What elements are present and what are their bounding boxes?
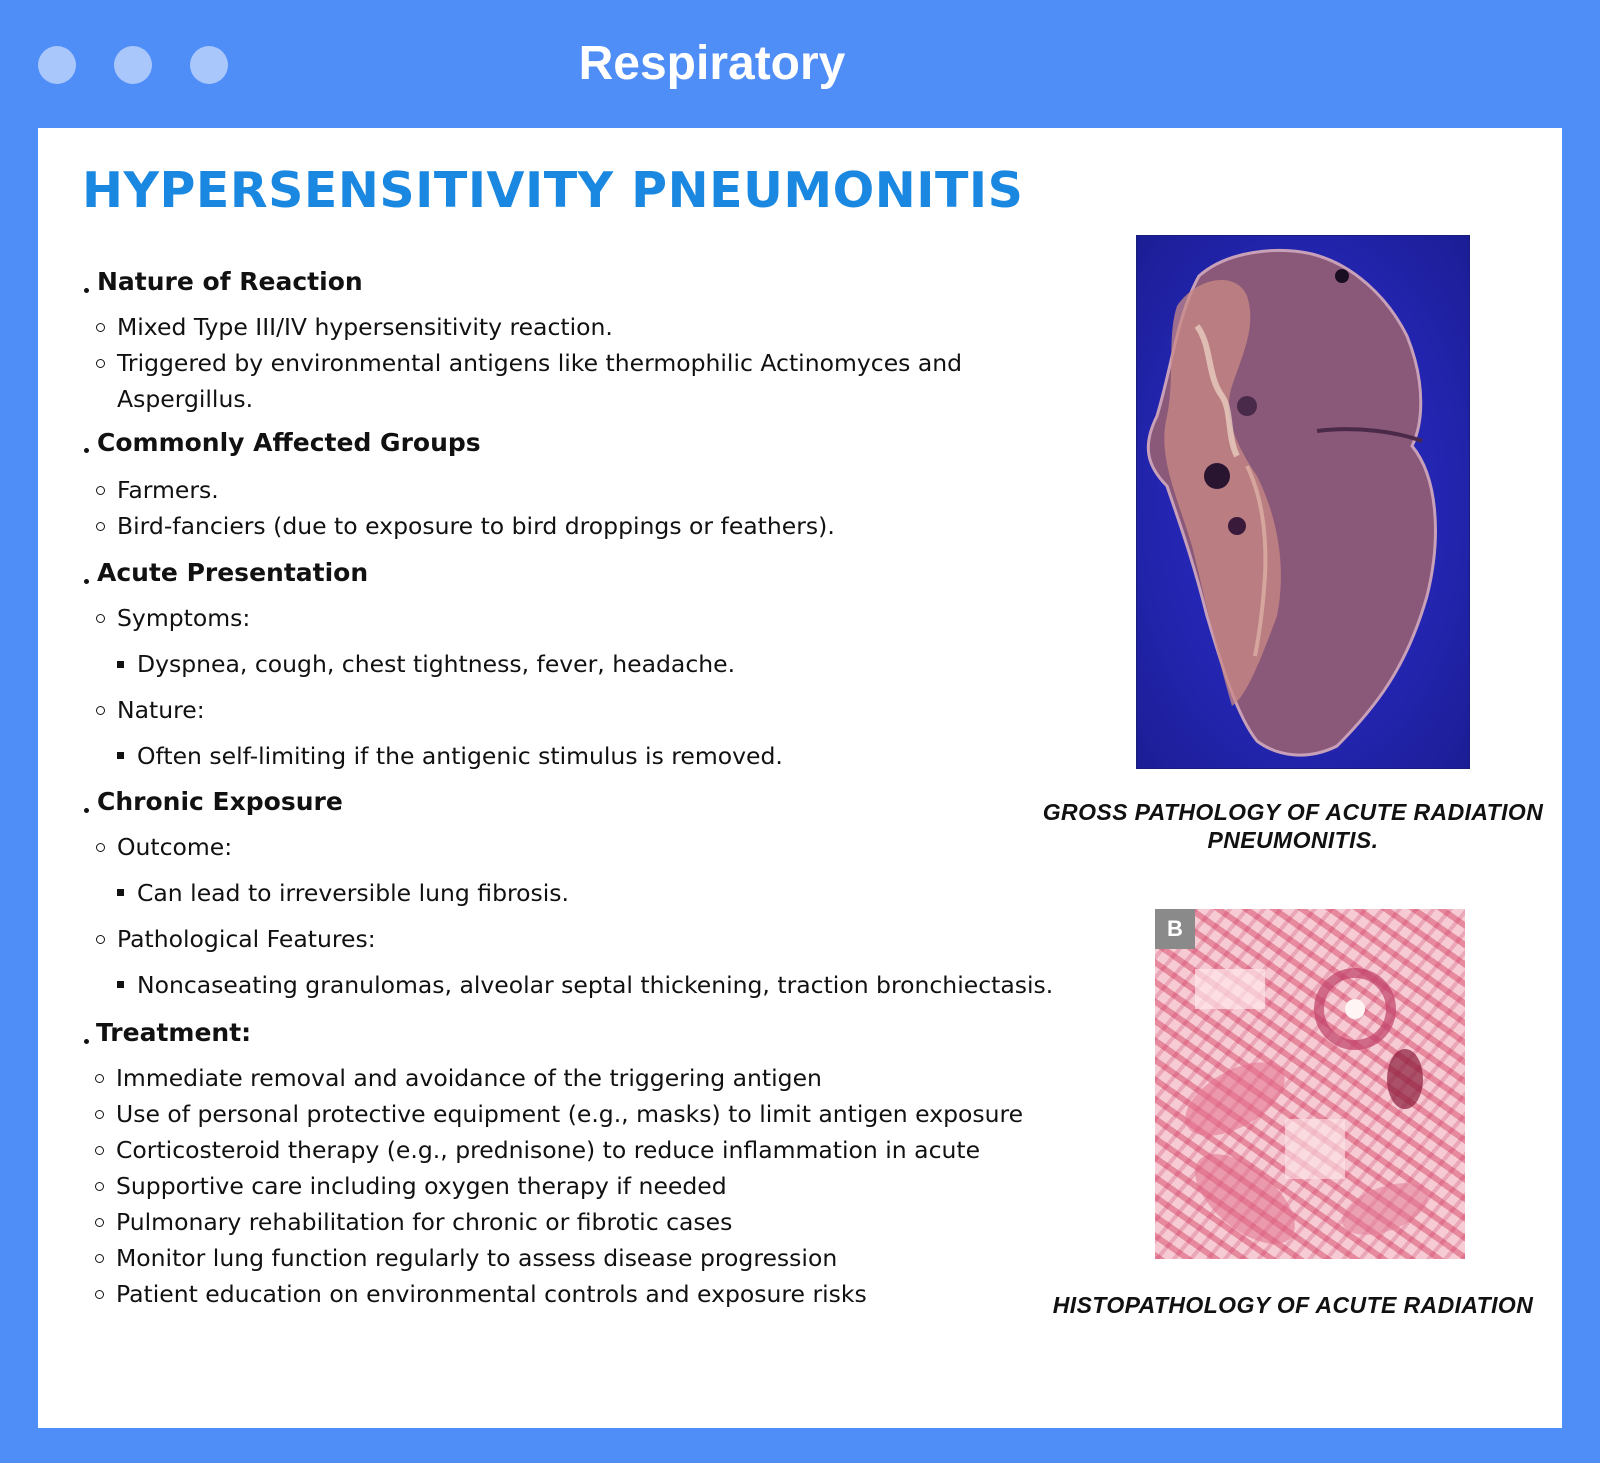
histology-drawing [1155, 909, 1465, 1259]
caption-line: GROSS PATHOLOGY OF ACUTE RADIATION [1042, 799, 1544, 825]
square-bullet-marker [117, 981, 124, 988]
circle-bullet-marker [95, 1182, 104, 1191]
list-subitem: Can lead to irreversible lung fibrosis. [137, 879, 569, 907]
window-title: Respiratory [578, 37, 846, 90]
circle-bullet-marker [96, 323, 105, 332]
section-heading-treatment: Treatment: [96, 1018, 252, 1047]
list-item: Nature: [117, 696, 205, 724]
list-item: Pathological Features: [117, 925, 376, 953]
content-panel [38, 128, 1562, 1428]
circle-bullet-marker [95, 1218, 104, 1227]
circle-bullet-marker [95, 1290, 104, 1299]
list-item: Pulmonary rehabilitation for chronic or fibrotic cases [116, 1208, 733, 1236]
bullet-marker [84, 808, 89, 813]
section-heading-chronic: Chronic Exposure [97, 787, 343, 816]
list-subitem: Often self-limiting if the antigenic stimulus is removed. [137, 742, 783, 770]
circle-bullet-marker [96, 706, 105, 715]
outline-content [38, 128, 1058, 1428]
circle-bullet-marker [96, 614, 105, 623]
square-bullet-marker [117, 752, 124, 759]
list-item: Triggered by environmental antigens like thermophilic Actinomyces and [117, 349, 963, 377]
section-heading-groups: Commonly Affected Groups [97, 428, 481, 457]
caption-line: PNEUMONITIS. [1207, 827, 1379, 853]
circle-bullet-marker [96, 935, 105, 944]
list-item: Outcome: [117, 833, 233, 861]
page-title: HYPERSENSITIVITY PNEUMONITIS [82, 162, 1024, 219]
circle-bullet-marker [96, 359, 105, 368]
list-item: Immediate removal and avoidance of the triggering antigen [116, 1064, 822, 1092]
figure-badge: B [1155, 909, 1195, 949]
bullet-marker [84, 1039, 89, 1044]
list-item: Farmers. [117, 476, 219, 504]
circle-bullet-marker [96, 486, 105, 495]
list-item: Patient education on environmental controls and exposure risks [116, 1280, 867, 1308]
list-item: Corticosteroid therapy (e.g., prednisone) to reduce inflammation in acute [116, 1136, 981, 1164]
list-item: Mixed Type III/IV hypersensitivity reaction. [117, 313, 613, 341]
list-item: Symptoms: [117, 604, 251, 632]
bullet-marker [84, 579, 89, 584]
histopathology-image [1155, 909, 1465, 1259]
circle-bullet-marker [96, 843, 105, 852]
bullet-marker [84, 288, 89, 293]
square-bullet-marker [117, 889, 124, 896]
list-item: Bird-fanciers (due to exposure to bird droppings or feathers). [117, 512, 835, 540]
section-heading-nature: Nature of Reaction [97, 267, 363, 296]
histopathology-caption [1028, 1291, 1558, 1319]
lung-specimen-image [1136, 235, 1470, 769]
list-item: Supportive care including oxygen therapy if needed [116, 1172, 727, 1200]
circle-bullet-marker [95, 1254, 104, 1263]
window-titlebar [0, 0, 1600, 128]
gross-pathology-caption [1038, 798, 1548, 854]
list-item: Use of personal protective equipment (e.g., masks) to limit antigen exposure [116, 1100, 1024, 1128]
list-subitem: Noncaseating granulomas, alveolar septal thickening, traction bronchiectasis. [137, 971, 1054, 999]
section-heading-acute: Acute Presentation [97, 558, 369, 587]
circle-bullet-marker [96, 522, 105, 531]
list-item: Monitor lung function regularly to assess disease progression [116, 1244, 838, 1272]
circle-bullet-marker [95, 1110, 104, 1119]
lung-specimen-drawing [1137, 236, 1469, 768]
list-subitem: Dyspnea, cough, chest tightness, fever, headache. [137, 650, 736, 678]
bullet-marker [84, 448, 89, 453]
caption-line: HISTOPATHOLOGY OF ACUTE RADIATION [1052, 1292, 1534, 1318]
circle-bullet-marker [95, 1074, 104, 1083]
square-bullet-marker [117, 661, 124, 668]
circle-bullet-marker [95, 1146, 104, 1155]
list-item-continuation: Aspergillus. [117, 385, 254, 413]
